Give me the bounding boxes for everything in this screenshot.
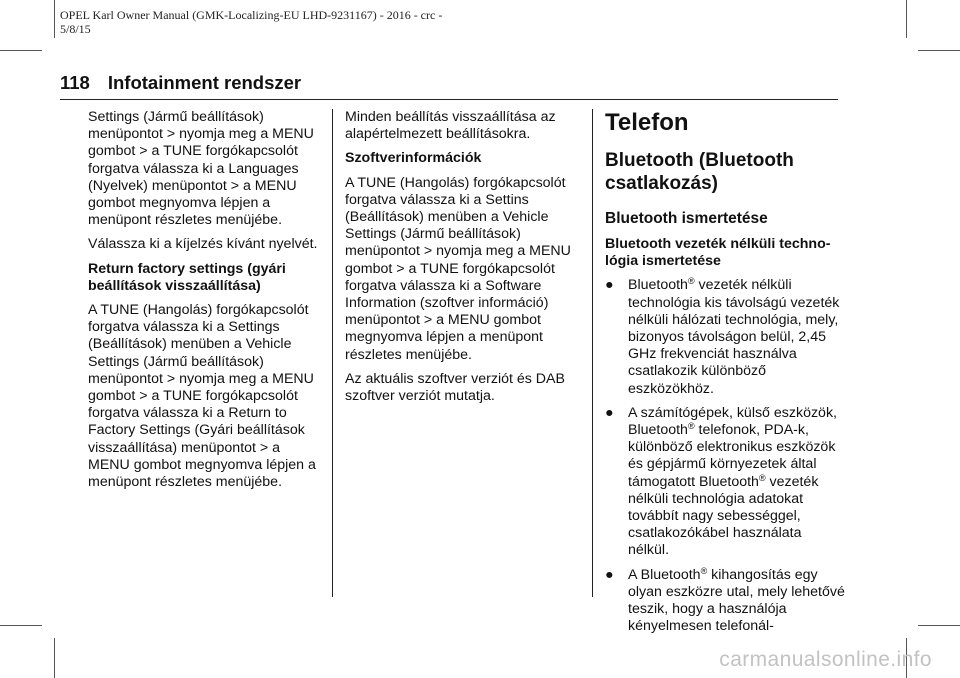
registered-mark: ® [758, 472, 766, 483]
paragraph-software-version: Az aktuális szoftver verziót és DAB szoftver verziót mutatja. [345, 370, 565, 405]
header-rule [60, 99, 838, 100]
column-2 [345, 109, 581, 412]
registered-mark: ® [687, 421, 695, 432]
crop-mark-bottom-right-h [918, 625, 960, 626]
column-3 [605, 109, 845, 642]
crop-mark-bottom-left-h [0, 625, 42, 626]
crop-mark-bottom-left [54, 638, 55, 678]
bullet-2-text-a: A számítógépek, külső eszközök, Bluetooth [628, 404, 837, 439]
document-meta-line-1: OPEL Karl Owner Manual (GMK-Localizing-EU LHD-9231167) - 2016 - crc - [60, 8, 443, 22]
bullet-item-3 [605, 567, 845, 636]
bullet-1-text-a: Bluetooth [628, 277, 688, 294]
document-meta-line-2: 5/8/15 [60, 22, 91, 36]
bullet-icon: ● [605, 277, 614, 294]
heading-bluetooth-overview: Bluetooth ismertetése [605, 210, 768, 227]
column-1 [88, 109, 324, 498]
page-number: 118 [60, 72, 90, 93]
paragraph-restore-defaults: Minden beállítás visszaállítása az alapértelmezett beállításokra. [345, 109, 556, 143]
bullet-icon: ● [605, 566, 614, 583]
bullet-3-text-a: A Bluetooth [628, 566, 701, 583]
document-meta [60, 8, 540, 36]
page-header [60, 72, 838, 94]
heading-bluetooth-connection: Bluetooth (Bluetooth csatlakozás) [605, 150, 794, 194]
column-divider-1 [332, 109, 333, 597]
heading-telefon: Telefon [605, 109, 689, 136]
paragraph-settings-languages: Settings (Jármű beállítások) menüpontot > nyomja meg a MENU gombot > a TUNE forgókapcsolót forgatva válassza ki a Languages (Nyelvek) menüpontot > a MENU gombot megnyomva lépjen a menüpont részletes menüjébe. [88, 109, 314, 229]
bullet-2-text-b: telefonok, PDA-k, különböző elektronikus eszközök és gépjármű környezetek által támogatott Bluetooth [628, 422, 836, 490]
paragraph-select-language: Válassza ki a kíjelzés kívánt nyelvét. [88, 236, 318, 253]
bullet-icon: ● [605, 404, 614, 421]
watermark: carmanualsonline.info [719, 648, 932, 671]
heading-bluetooth-wireless-tech: Bluetooth vezeték nélküli technológia ismertetése [605, 236, 831, 270]
heading-software-info: Szoftverinformációk [345, 150, 482, 167]
bullet-item-1 [605, 277, 845, 397]
heading-return-factory-settings: Return factory settings (gyári beállítások visszaállítása) [88, 260, 286, 294]
crop-mark-top-right-h [918, 50, 960, 51]
bullet-3-text-b: kihangosítás egy olyan eszközre utal, mely lehetővé teszik, hogy a használója kényelmesen telefonál- [628, 566, 845, 635]
section-title: Infotainment rendszer [107, 72, 302, 93]
bullet-1-text-b: vezeték nélküli technológia kis távolságú vezeték nélküli hálózati technológia, mely, bizonyos távolságon belül, 2,45 GHz frekvenciát használva csatlakozik különböző eszközökhöz. [628, 277, 840, 397]
bullet-item-2 [605, 405, 845, 560]
column-divider-2 [592, 109, 593, 597]
crop-mark-top-right [906, 0, 907, 38]
registered-mark: ® [687, 276, 695, 287]
paragraph-factory-settings: A TUNE (Hangolás) forgókapcsolót forgatva válassza ki a Settings (Beállítások) menüben a Vehicle Settings (Jármű beállítások) menüpontot > nyomja meg a MENU gombot > a TUNE forgókapcsolót forgatva válassza ki a Return to Factory Settings (Gyári beállítások visszaállítása) menüpontot > a MENU gombot megnyomva lépjen a menüpont részletes menüjébe. [88, 302, 316, 491]
crop-mark-top-left-h [0, 50, 42, 51]
paragraph-software-info: A TUNE (Hangolás) forgókapcsolót forgatva válassza ki a Settins (Beállítások) menüben a Vehicle Settings (Jármű beállítások) menüpontot > nyomja meg a MENU gombot > a TUNE forgókapcsolót forgatva válassza ki a Software Information (szoftver információ) menüpontot > a MENU gombot megnyomva lépjen a menüpont részletes menüjébe. [345, 174, 571, 363]
crop-mark-top-left [54, 0, 55, 38]
registered-mark: ® [700, 565, 708, 576]
bullet-2-text-c: vezeték nélküli technológia adatokat továbbít nagy sebességgel, csatlakozókábel használata nélkül. [628, 473, 819, 559]
